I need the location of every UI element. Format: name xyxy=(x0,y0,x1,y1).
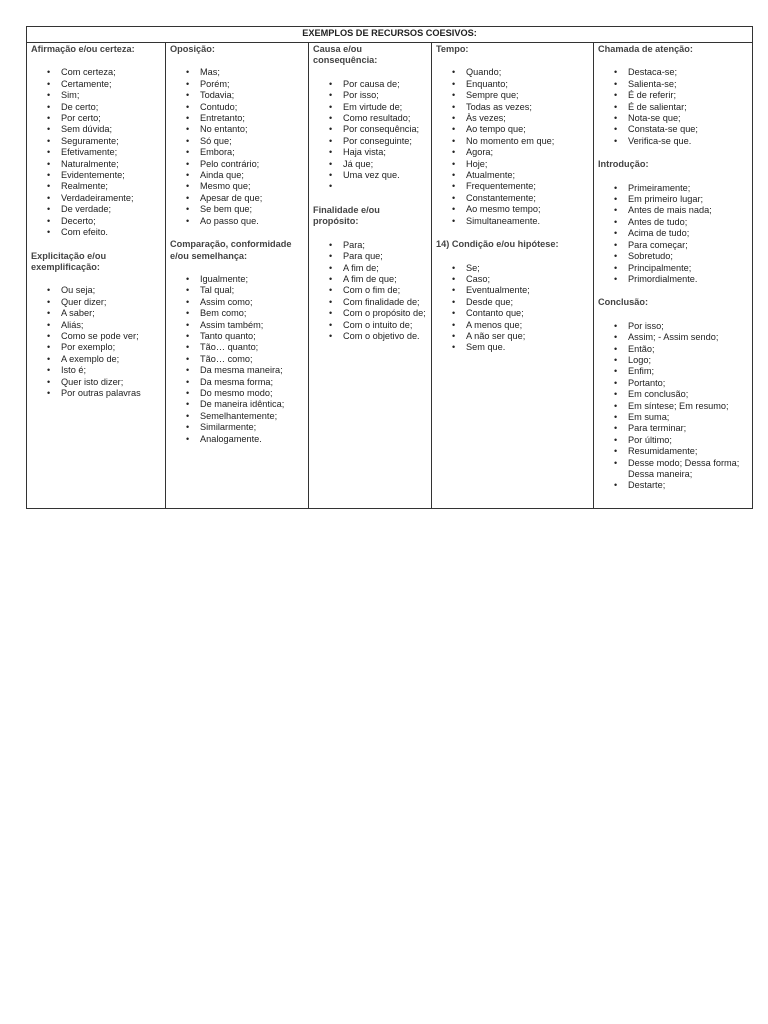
section-list xyxy=(598,321,748,492)
list-item: • Contanto que; xyxy=(436,308,589,319)
list-item: • Decerto; xyxy=(31,216,161,227)
list-item: • Bem como; xyxy=(170,308,304,319)
list-item: • Da mesma forma; xyxy=(170,377,304,388)
cohesive-resources-table xyxy=(26,26,753,509)
list-item: • Por isso; xyxy=(313,90,427,101)
list-item: • Por conseguinte; xyxy=(313,136,427,147)
section-list xyxy=(313,240,427,343)
section-title: Afirmação e/ou certeza: xyxy=(31,44,135,54)
list-item: • Por consequência; xyxy=(313,124,427,135)
list-item: • A exemplo de; xyxy=(31,354,161,365)
section-title: Oposição: xyxy=(170,44,215,54)
list-item: • De verdade; xyxy=(31,204,161,215)
list-item: • Com finalidade de; xyxy=(313,297,427,308)
list-item: • Assim; - Assim sendo; xyxy=(598,332,748,343)
list-item: • Se; xyxy=(436,263,589,274)
list-item: • Ao mesmo tempo; xyxy=(436,204,589,215)
list-item: • Contudo; xyxy=(170,102,304,113)
table-title: EXEMPLOS DE RECURSOS COESIVOS: xyxy=(27,27,753,43)
column-affirmation xyxy=(27,43,166,509)
list-item: • Por outras palavras xyxy=(31,388,161,399)
list-item: • Constantemente; xyxy=(436,193,589,204)
list-item: • Da mesma maneira; xyxy=(170,365,304,376)
section-title: Conclusão: xyxy=(598,297,649,308)
section-list xyxy=(170,274,304,445)
list-item: • Frequentemente; xyxy=(436,181,589,192)
list-item: • Primordialmente. xyxy=(598,274,748,285)
list-item: • De maneira idêntica; xyxy=(170,399,304,410)
list-item: • Tão… como; xyxy=(170,354,304,365)
list-item: • Como resultado; xyxy=(313,113,427,124)
list-item: • Similarmente; xyxy=(170,422,304,433)
list-item: • Atualmente; xyxy=(436,170,589,181)
list-item: • Nota-se que; xyxy=(598,113,748,124)
list-item: • Destarte; xyxy=(598,480,748,491)
list-item: • Pelo contrário; xyxy=(170,159,304,170)
section-title: Introdução: xyxy=(598,159,649,170)
list-item: • Todavia; xyxy=(170,90,304,101)
list-item: • Aliás; xyxy=(31,320,161,331)
list-item: • Com certeza; xyxy=(31,67,161,78)
list-item: • Para terminar; xyxy=(598,423,748,434)
list-item: • A saber; xyxy=(31,308,161,319)
list-item: • Simultaneamente. xyxy=(436,216,589,227)
list-item: • Igualmente; xyxy=(170,274,304,285)
list-item: • Já que; xyxy=(313,159,427,170)
list-item xyxy=(313,181,427,192)
list-item: • Com o objetivo de. xyxy=(313,331,427,342)
list-item: • Antes de tudo; xyxy=(598,217,748,228)
list-item: • No entanto; xyxy=(170,124,304,135)
list-item: • Em suma; xyxy=(598,412,748,423)
list-item: • Portanto; xyxy=(598,378,748,389)
list-item: • Se bem que; xyxy=(170,204,304,215)
list-item: • Para; xyxy=(313,240,427,251)
list-item: • Embora; xyxy=(170,147,304,158)
list-item: • Sempre que; xyxy=(436,90,589,101)
list-item: • Para começar; xyxy=(598,240,748,251)
list-item: • Primeiramente; xyxy=(598,183,748,194)
section-title: Causa e/ou consequência: xyxy=(313,44,378,66)
list-item: • Constata-se que; xyxy=(598,124,748,135)
list-item: • Principalmente; xyxy=(598,263,748,274)
list-item: • Evidentemente; xyxy=(31,170,161,181)
list-item: • Assim também; xyxy=(170,320,304,331)
list-item: • A fim de; xyxy=(313,263,427,274)
list-item: • Em síntese; Em resumo; xyxy=(598,401,748,412)
list-item: • Naturalmente; xyxy=(31,159,161,170)
table-content-row xyxy=(27,43,753,509)
list-item: • Seguramente; xyxy=(31,136,161,147)
list-item: • Haja vista; xyxy=(313,147,427,158)
column-time xyxy=(432,43,594,509)
column-opposition xyxy=(166,43,309,509)
list-item: • É de referir; xyxy=(598,90,748,101)
list-item: • Em virtude de; xyxy=(313,102,427,113)
list-item: • De certo; xyxy=(31,102,161,113)
list-item: • Caso; xyxy=(436,274,589,285)
list-item: • Por certo; xyxy=(31,113,161,124)
section-title: Comparação, conformidade e/ou semelhança: xyxy=(170,239,292,261)
list-item: • Salienta-se; xyxy=(598,79,748,90)
section-list xyxy=(313,79,427,193)
list-item: • A menos que; xyxy=(436,320,589,331)
list-item: • Com o propósito de; xyxy=(313,308,427,319)
list-item: • Quando; xyxy=(436,67,589,78)
list-item: • Eventualmente; xyxy=(436,285,589,296)
list-item: • Então; xyxy=(598,344,748,355)
list-item: • Por último; xyxy=(598,435,748,446)
list-item: • Apesar de que; xyxy=(170,193,304,204)
list-item: • Agora; xyxy=(436,147,589,158)
list-item: • Por exemplo; xyxy=(31,342,161,353)
list-item: • Resumidamente; xyxy=(598,446,748,457)
list-item: • Mas; xyxy=(170,67,304,78)
section-list xyxy=(31,285,161,399)
list-item: • Só que; xyxy=(170,136,304,147)
section-list xyxy=(598,183,748,286)
section-title: Explicitação e/ou exemplificação: xyxy=(31,250,107,272)
list-item: • Logo; xyxy=(598,355,748,366)
list-item: • Mesmo que; xyxy=(170,181,304,192)
list-item: • Do mesmo modo; xyxy=(170,388,304,399)
section-list xyxy=(436,263,589,354)
list-item: • Uma vez que. xyxy=(313,170,427,181)
list-item: • Entretanto; xyxy=(170,113,304,124)
list-item: • É de salientar; xyxy=(598,102,748,113)
list-item: • Tal qual; xyxy=(170,285,304,296)
list-item: • Antes de mais nada; xyxy=(598,205,748,216)
list-item: • Às vezes; xyxy=(436,113,589,124)
list-item: • Com o intuito de; xyxy=(313,320,427,331)
column-cause xyxy=(309,43,432,509)
list-item: • Acima de tudo; xyxy=(598,228,748,239)
list-item: • Quer dizer; xyxy=(31,297,161,308)
list-item: • A fim de que; xyxy=(313,274,427,285)
column-attention xyxy=(594,43,753,509)
list-item: • Analogamente. xyxy=(170,434,304,445)
list-item: • Enfim; xyxy=(598,366,748,377)
list-item: • Sem que. xyxy=(436,342,589,353)
list-item: • Por isso; xyxy=(598,321,748,332)
table-title-row xyxy=(27,27,753,43)
section-title: Tempo: xyxy=(436,44,469,54)
list-item: • Tanto quanto; xyxy=(170,331,304,342)
list-item: • Em conclusão; xyxy=(598,389,748,400)
list-item: • Hoje; xyxy=(436,159,589,170)
list-item: • Para que; xyxy=(313,251,427,262)
list-item: • Certamente; xyxy=(31,79,161,90)
list-item: • Verdadeiramente; xyxy=(31,193,161,204)
list-item: • Ou seja; xyxy=(31,285,161,296)
list-item: • Quer isto dizer; xyxy=(31,377,161,388)
list-item: • Como se pode ver; xyxy=(31,331,161,342)
list-item: • Sim; xyxy=(31,90,161,101)
list-item: • Enquanto; xyxy=(436,79,589,90)
list-item: • Com efeito. xyxy=(31,227,161,238)
list-item: • Tão… quanto; xyxy=(170,342,304,353)
list-item: • Verifica-se que. xyxy=(598,136,748,147)
list-item: • Por causa de; xyxy=(313,79,427,90)
list-item: • Em primeiro lugar; xyxy=(598,194,748,205)
list-item: • No momento em que; xyxy=(436,136,589,147)
list-item: • A não ser que; xyxy=(436,331,589,342)
list-item: • Efetivamente; xyxy=(31,147,161,158)
section-title: Finalidade e/ou propósito: xyxy=(313,204,380,227)
list-item: • Sem dúvida; xyxy=(31,124,161,135)
list-item: • Destaca-se; xyxy=(598,67,748,78)
list-item: • Com o fim de; xyxy=(313,285,427,296)
section-list xyxy=(170,67,304,227)
list-item: • Ainda que; xyxy=(170,170,304,181)
section-list xyxy=(436,67,589,227)
list-item: • Ao passo que. xyxy=(170,216,304,227)
list-item: • Assim como; xyxy=(170,297,304,308)
list-item: • Semelhantemente; xyxy=(170,411,304,422)
list-item: • Ao tempo que; xyxy=(436,124,589,135)
section-title: 14) Condição e/ou hipótese: xyxy=(436,239,559,250)
section-title: Chamada de atenção: xyxy=(598,44,693,54)
list-item: • Desde que; xyxy=(436,297,589,308)
section-list xyxy=(31,67,161,238)
list-item: • Desse modo; Dessa forma; Dessa maneira; xyxy=(598,458,748,481)
list-item: • Sobretudo; xyxy=(598,251,748,262)
section-list xyxy=(598,67,748,147)
list-item: • Porém; xyxy=(170,79,304,90)
list-item: • Isto é; xyxy=(31,365,161,376)
list-item: • Realmente; xyxy=(31,181,161,192)
list-item: • Todas as vezes; xyxy=(436,102,589,113)
